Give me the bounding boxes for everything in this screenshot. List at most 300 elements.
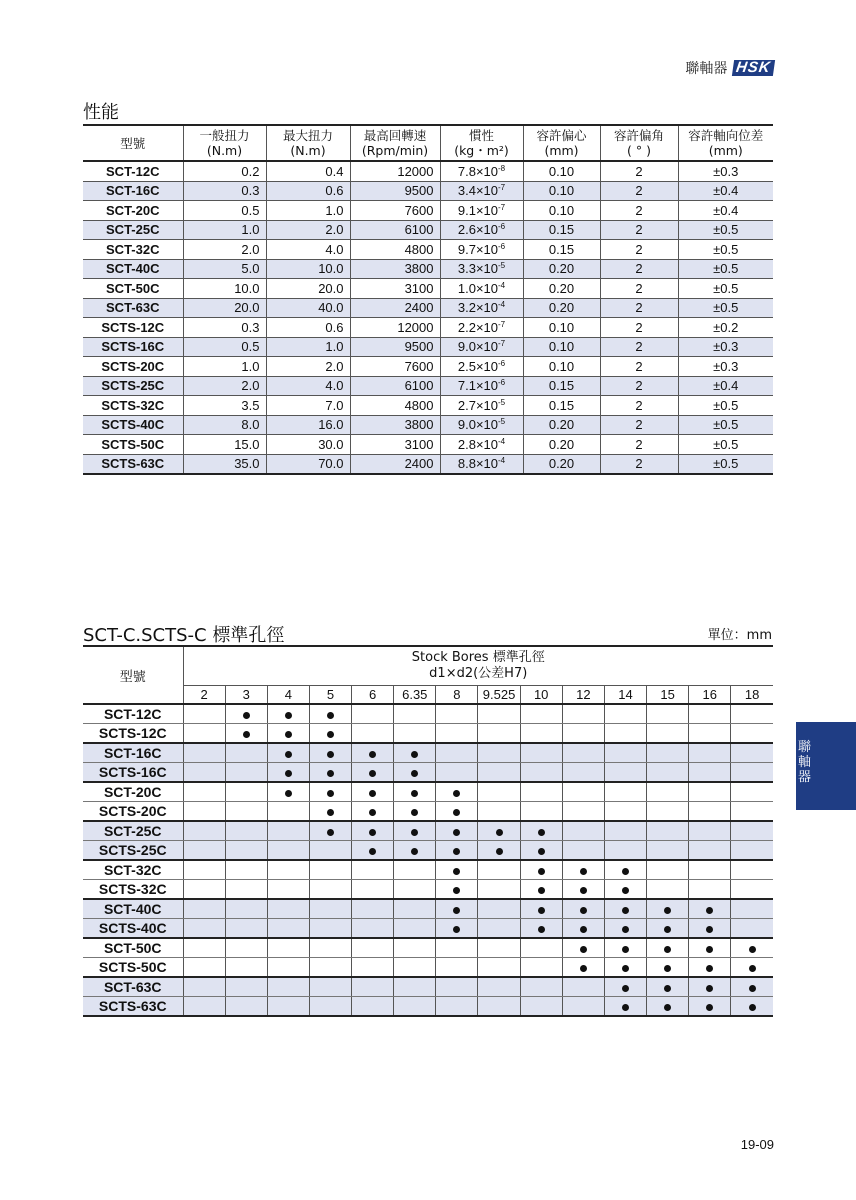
- bore-cell: [183, 938, 225, 958]
- bore-cell: [478, 782, 520, 802]
- model-cell: SCTS-25C: [83, 841, 183, 861]
- bore-cell: [309, 997, 351, 1017]
- inertia-mantissa: 1.0×10: [457, 280, 498, 296]
- available-dot-icon: [538, 848, 545, 855]
- max-torque-cell: 70.0: [266, 454, 350, 474]
- available-dot-icon: [369, 751, 376, 758]
- model-cell: SCTS-20C: [83, 802, 183, 822]
- bore-cell: [478, 997, 520, 1017]
- max-rpm-cell: 3800: [350, 415, 440, 435]
- available-dot-icon: [453, 809, 460, 816]
- bore-cell: [604, 899, 646, 919]
- bore-cell: [352, 977, 394, 997]
- bore-cell: [309, 782, 351, 802]
- available-dot-icon: [664, 965, 671, 972]
- bore-cell: [731, 821, 773, 841]
- table-row: [83, 919, 773, 939]
- bore-cell: [267, 704, 309, 724]
- brand-logo: HSK: [732, 60, 775, 76]
- bore-cell: [394, 880, 436, 900]
- bore-cell: [183, 977, 225, 997]
- bore-cell: [225, 880, 267, 900]
- normal-torque-cell: 2.0: [183, 376, 266, 396]
- available-dot-icon: [285, 731, 292, 738]
- model-cell: SCTS-63C: [83, 454, 183, 474]
- column-header: [678, 125, 773, 161]
- available-dot-icon: [285, 770, 292, 777]
- bore-cell: [394, 899, 436, 919]
- bore-cell: [562, 782, 604, 802]
- bore-cell: [394, 997, 436, 1017]
- available-dot-icon: [369, 790, 376, 797]
- bore-cell: [478, 899, 520, 919]
- column-header: [523, 125, 600, 161]
- available-dot-icon: [749, 965, 756, 972]
- bore-cell: [225, 977, 267, 997]
- bore-cell: [604, 841, 646, 861]
- table-row: [83, 220, 773, 240]
- max-torque-cell: 30.0: [266, 435, 350, 455]
- inertia-exponent: -8: [498, 163, 506, 173]
- bore-size-header: 3: [225, 686, 267, 705]
- column-header-unit: ( ° ): [627, 143, 651, 158]
- inertia-exponent: -5: [498, 417, 506, 427]
- inertia-mantissa: 3.3×10: [457, 261, 498, 277]
- table-row: [83, 860, 773, 880]
- eccentricity-cell: 0.20: [523, 298, 600, 318]
- bore-cell: [478, 802, 520, 822]
- model-cell: SCTS-12C: [83, 318, 183, 338]
- available-dot-icon: [749, 1004, 756, 1011]
- model-cell: SCT-32C: [83, 860, 183, 880]
- bore-cell: [436, 802, 478, 822]
- bore-cell: [394, 977, 436, 997]
- bores-caption: [183, 646, 773, 686]
- bore-cell: [225, 919, 267, 939]
- bore-cell: [352, 860, 394, 880]
- table-row: [83, 201, 773, 221]
- bore-cell: [225, 958, 267, 978]
- model-cell: SCT-63C: [83, 298, 183, 318]
- available-dot-icon: [453, 926, 460, 933]
- model-cell: SCT-12C: [83, 161, 183, 181]
- bore-cell: [647, 704, 689, 724]
- bore-cell: [267, 782, 309, 802]
- bore-cell: [267, 821, 309, 841]
- max-torque-cell: 2.0: [266, 357, 350, 377]
- bore-cell: [183, 958, 225, 978]
- column-header-unit: (Rpm/min): [361, 143, 429, 158]
- max-torque-cell: 2.0: [266, 220, 350, 240]
- column-header: [83, 125, 183, 161]
- bore-cell: [394, 802, 436, 822]
- angle-cell: 2: [600, 161, 678, 181]
- available-dot-icon: [664, 985, 671, 992]
- angle-cell: 2: [600, 396, 678, 416]
- eccentricity-cell: 0.15: [523, 220, 600, 240]
- table-row: [83, 181, 773, 201]
- available-dot-icon: [749, 985, 756, 992]
- model-cell: SCTS-32C: [83, 880, 183, 900]
- bore-cell: [520, 860, 562, 880]
- bore-cell: [562, 724, 604, 744]
- bore-cell: [225, 821, 267, 841]
- bore-cell: [436, 821, 478, 841]
- bore-cell: [689, 880, 731, 900]
- unit-label: 單位：mm: [707, 628, 772, 643]
- bore-cell: [562, 880, 604, 900]
- bore-cell: [647, 724, 689, 744]
- bore-cell: [647, 802, 689, 822]
- bore-cell: [267, 977, 309, 997]
- max-rpm-cell: 3100: [350, 435, 440, 455]
- bore-cell: [267, 997, 309, 1017]
- table-row: [83, 724, 773, 744]
- max-rpm-cell: 9500: [350, 337, 440, 357]
- available-dot-icon: [411, 829, 418, 836]
- eccentricity-cell: 0.15: [523, 240, 600, 260]
- normal-torque-cell: 10.0: [183, 279, 266, 299]
- bore-cell: [436, 743, 478, 763]
- bores-caption-line2: d1×d2(公差H7): [429, 666, 528, 681]
- bore-cell: [604, 724, 646, 744]
- bore-cell: [183, 860, 225, 880]
- bore-cell: [352, 782, 394, 802]
- model-cell: SCT-50C: [83, 279, 183, 299]
- bore-cell: [689, 958, 731, 978]
- column-header-label: 慣性: [468, 128, 494, 143]
- bore-cell: [352, 899, 394, 919]
- bore-cell: [689, 821, 731, 841]
- bore-cell: [478, 821, 520, 841]
- bore-cell: [520, 899, 562, 919]
- available-dot-icon: [580, 926, 587, 933]
- bore-cell: [647, 841, 689, 861]
- bore-cell: [309, 899, 351, 919]
- bore-cell: [394, 743, 436, 763]
- bores-header-row: [83, 646, 773, 686]
- performance-table: [83, 124, 773, 475]
- available-dot-icon: [327, 751, 334, 758]
- chapter-side-tab: [796, 722, 856, 810]
- eccentricity-cell: 0.20: [523, 415, 600, 435]
- inertia-mantissa: 9.0×10: [457, 339, 498, 355]
- inertia-mantissa: 9.0×10: [457, 417, 498, 433]
- bore-cell: [267, 919, 309, 939]
- bore-cell: [309, 938, 351, 958]
- table-row: [83, 357, 773, 377]
- bore-cell: [520, 880, 562, 900]
- model-cell: SCT-40C: [83, 899, 183, 919]
- available-dot-icon: [538, 907, 545, 914]
- angle-cell: 2: [600, 279, 678, 299]
- bore-cell: [689, 724, 731, 744]
- available-dot-icon: [538, 829, 545, 836]
- bore-cell: [478, 938, 520, 958]
- max-torque-cell: 4.0: [266, 240, 350, 260]
- available-dot-icon: [706, 907, 713, 914]
- axial-cell: ±0.4: [678, 181, 773, 201]
- bore-cell: [436, 919, 478, 939]
- inertia-exponent: -4: [498, 456, 506, 466]
- inertia-cell: [440, 201, 523, 221]
- bore-cell: [689, 763, 731, 783]
- inertia-mantissa: 2.7×10: [457, 397, 498, 413]
- model-cell: SCTS-50C: [83, 435, 183, 455]
- table-row: [83, 415, 773, 435]
- column-header: [183, 125, 266, 161]
- available-dot-icon: [706, 965, 713, 972]
- bore-cell: [689, 977, 731, 997]
- bore-cell: [689, 938, 731, 958]
- bore-cell: [309, 704, 351, 724]
- angle-cell: 2: [600, 298, 678, 318]
- bore-cell: [562, 704, 604, 724]
- table-row: [83, 782, 773, 802]
- axial-cell: ±0.5: [678, 298, 773, 318]
- axial-cell: ±0.5: [678, 435, 773, 455]
- bore-size-header: 12: [562, 686, 604, 705]
- bore-cell: [267, 938, 309, 958]
- inertia-cell: [440, 415, 523, 435]
- model-cell: SCTS-40C: [83, 919, 183, 939]
- bore-cell: [520, 743, 562, 763]
- column-header-label: 容許軸向位差: [688, 128, 764, 143]
- available-dot-icon: [411, 848, 418, 855]
- bore-cell: [478, 763, 520, 783]
- bore-cell: [267, 763, 309, 783]
- inertia-mantissa: 7.1×10: [457, 378, 498, 394]
- inertia-exponent: -7: [498, 319, 506, 329]
- bore-cell: [520, 724, 562, 744]
- max-torque-cell: 7.0: [266, 396, 350, 416]
- bore-cell: [731, 841, 773, 861]
- axial-cell: ±0.5: [678, 220, 773, 240]
- bore-cell: [731, 997, 773, 1017]
- column-header: [440, 125, 523, 161]
- normal-torque-cell: 2.0: [183, 240, 266, 260]
- max-torque-cell: 0.6: [266, 318, 350, 338]
- available-dot-icon: [496, 848, 503, 855]
- table-row: [83, 318, 773, 338]
- available-dot-icon: [285, 751, 292, 758]
- angle-cell: 2: [600, 454, 678, 474]
- bore-cell: [647, 880, 689, 900]
- bore-cell: [562, 763, 604, 783]
- bore-size-header: 16: [689, 686, 731, 705]
- inertia-cell: [440, 240, 523, 260]
- bore-size-header: 2: [183, 686, 225, 705]
- bore-cell: [436, 899, 478, 919]
- bore-cell: [436, 782, 478, 802]
- bore-cell: [183, 841, 225, 861]
- bore-cell: [352, 919, 394, 939]
- model-cell: SCT-32C: [83, 240, 183, 260]
- bore-cell: [183, 704, 225, 724]
- bore-cell: [394, 860, 436, 880]
- available-dot-icon: [243, 712, 250, 719]
- column-header-label: 容許偏心: [536, 128, 587, 143]
- available-dot-icon: [538, 926, 545, 933]
- bore-cell: [562, 919, 604, 939]
- normal-torque-cell: 0.3: [183, 181, 266, 201]
- table-row: [83, 977, 773, 997]
- max-rpm-cell: 7600: [350, 201, 440, 221]
- available-dot-icon: [327, 790, 334, 797]
- eccentricity-cell: 0.10: [523, 161, 600, 181]
- angle-cell: 2: [600, 357, 678, 377]
- inertia-cell: [440, 161, 523, 181]
- bore-cell: [647, 743, 689, 763]
- available-dot-icon: [580, 868, 587, 875]
- axial-cell: ±0.2: [678, 318, 773, 338]
- bore-size-header: 5: [309, 686, 351, 705]
- axial-cell: ±0.4: [678, 376, 773, 396]
- bore-cell: [604, 782, 646, 802]
- bore-cell: [352, 743, 394, 763]
- angle-cell: 2: [600, 201, 678, 221]
- available-dot-icon: [327, 770, 334, 777]
- bore-cell: [562, 743, 604, 763]
- bore-cell: [309, 880, 351, 900]
- bore-cell: [225, 743, 267, 763]
- table-row: [83, 899, 773, 919]
- normal-torque-cell: 0.3: [183, 318, 266, 338]
- axial-cell: ±0.3: [678, 161, 773, 181]
- max-torque-cell: 0.6: [266, 181, 350, 201]
- category-label: 聯軸器: [685, 61, 728, 77]
- bore-cell: [183, 782, 225, 802]
- available-dot-icon: [453, 868, 460, 875]
- bore-cell: [562, 899, 604, 919]
- available-dot-icon: [327, 809, 334, 816]
- bore-cell: [647, 919, 689, 939]
- available-dot-icon: [580, 965, 587, 972]
- available-dot-icon: [622, 985, 629, 992]
- bore-cell: [352, 821, 394, 841]
- available-dot-icon: [538, 887, 545, 894]
- bore-cell: [267, 841, 309, 861]
- table-row: [83, 259, 773, 279]
- column-header: [350, 125, 440, 161]
- max-rpm-cell: 2400: [350, 454, 440, 474]
- bore-cell: [183, 821, 225, 841]
- column-header-unit: (kg・m²): [454, 143, 509, 158]
- available-dot-icon: [664, 1004, 671, 1011]
- bore-cell: [309, 958, 351, 978]
- bore-cell: [689, 782, 731, 802]
- max-rpm-cell: 3100: [350, 279, 440, 299]
- bore-cell: [520, 704, 562, 724]
- bore-cell: [689, 704, 731, 724]
- bore-cell: [394, 919, 436, 939]
- inertia-exponent: -4: [498, 436, 506, 446]
- model-cell: SCT-20C: [83, 201, 183, 221]
- bore-cell: [478, 919, 520, 939]
- bore-cell: [267, 860, 309, 880]
- available-dot-icon: [243, 731, 250, 738]
- inertia-mantissa: 3.4×10: [457, 183, 498, 199]
- bore-cell: [689, 802, 731, 822]
- bore-cell: [352, 841, 394, 861]
- normal-torque-cell: 20.0: [183, 298, 266, 318]
- normal-torque-cell: 0.2: [183, 161, 266, 181]
- table-row: [83, 704, 773, 724]
- available-dot-icon: [706, 926, 713, 933]
- available-dot-icon: [453, 887, 460, 894]
- bore-cell: [183, 919, 225, 939]
- bore-cell: [520, 997, 562, 1017]
- inertia-exponent: -7: [498, 339, 506, 349]
- bore-cell: [478, 860, 520, 880]
- axial-cell: ±0.5: [678, 259, 773, 279]
- bore-cell: [604, 704, 646, 724]
- column-header-unit: (mm): [708, 143, 743, 158]
- max-rpm-cell: 12000: [350, 318, 440, 338]
- angle-cell: 2: [600, 240, 678, 260]
- bore-cell: [520, 821, 562, 841]
- inertia-mantissa: 2.6×10: [457, 222, 498, 238]
- bore-cell: [731, 763, 773, 783]
- inertia-cell: [440, 357, 523, 377]
- max-rpm-cell: 12000: [350, 161, 440, 181]
- bore-cell: [478, 958, 520, 978]
- bore-cell: [352, 704, 394, 724]
- bore-cell: [436, 977, 478, 997]
- bore-cell: [352, 958, 394, 978]
- inertia-cell: [440, 298, 523, 318]
- bore-cell: [647, 763, 689, 783]
- bore-cell: [604, 880, 646, 900]
- model-cell: SCT-20C: [83, 782, 183, 802]
- bore-cell: [520, 958, 562, 978]
- inertia-exponent: -6: [498, 358, 506, 368]
- table-row: [83, 958, 773, 978]
- max-rpm-cell: 6100: [350, 376, 440, 396]
- bore-cell: [436, 958, 478, 978]
- bore-cell: [604, 958, 646, 978]
- bore-cell: [183, 763, 225, 783]
- available-dot-icon: [453, 848, 460, 855]
- bore-size-header: 10: [520, 686, 562, 705]
- available-dot-icon: [327, 829, 334, 836]
- bore-cell: [394, 782, 436, 802]
- bore-cell: [309, 860, 351, 880]
- model-cell: SCT-12C: [83, 704, 183, 724]
- inertia-exponent: -5: [498, 261, 506, 271]
- bore-size-header: 6: [352, 686, 394, 705]
- bore-cell: [731, 724, 773, 744]
- angle-cell: 2: [600, 318, 678, 338]
- axial-cell: ±0.3: [678, 357, 773, 377]
- axial-cell: ±0.3: [678, 337, 773, 357]
- bore-cell: [436, 938, 478, 958]
- bore-cell: [183, 724, 225, 744]
- bore-cell: [352, 763, 394, 783]
- bore-size-header: 4: [267, 686, 309, 705]
- model-cell: SCT-25C: [83, 220, 183, 240]
- bore-cell: [309, 802, 351, 822]
- model-cell: SCT-16C: [83, 181, 183, 201]
- available-dot-icon: [453, 907, 460, 914]
- bore-cell: [394, 763, 436, 783]
- eccentricity-cell: 0.10: [523, 357, 600, 377]
- inertia-exponent: -7: [498, 202, 506, 212]
- inertia-mantissa: 9.7×10: [457, 241, 498, 257]
- bore-cell: [647, 997, 689, 1017]
- model-cell: SCTS-20C: [83, 357, 183, 377]
- bore-cell: [183, 899, 225, 919]
